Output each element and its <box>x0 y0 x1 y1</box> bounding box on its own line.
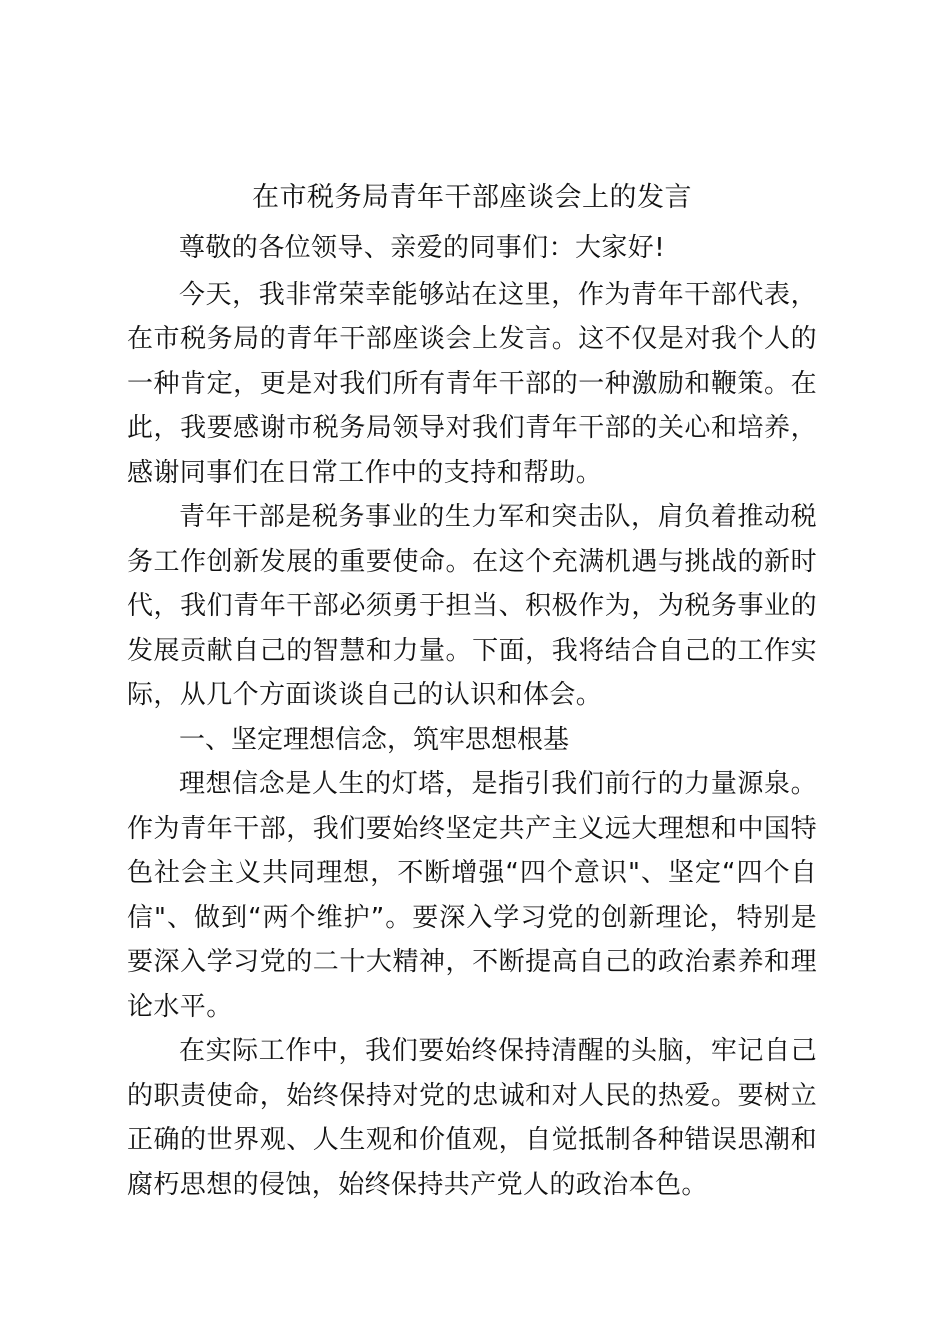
section-heading: 一、坚定理想信念，筑牢思想根基 <box>179 724 570 755</box>
body-paragraph-1: 今天，我非常荣幸能够站在这里，作为青年干部代表，在市税务局的青年干部座谈会上发言。这不仅是对我个人的一种肯定，更是对我们所有青年干部的一种激励和鞭策。在此，我要感谢市税务局领导对我们青年干部的关心和培养，感谢同事们在日常工作中的支持和帮助。 <box>127 279 817 488</box>
greeting-paragraph: 尊敬的各位领导、亲爱的同事们：大家好! <box>179 233 666 263</box>
body-paragraph-2: 青年干部是税务事业的生力军和突击队，肩负着推动税务工作创新发展的重要使命。在这个充满机遇与挑战的新时代，我们青年干部必须勇于担当、积极作为，为税务事业的发展贡献自己的智慧和力量。下面，我将结合自己的工作实际，从几个方面谈谈自己的认识和体会。 <box>127 502 817 710</box>
document-page <box>127 176 817 1207</box>
section-paragraph-2: 在实际工作中，我们要始终保持清醒的头脑，牢记自己的职责使命，始终保持对党的忠诚和对人民的热爱。要树立正确的世界观、人生观和价值观，自觉抵制各种错误思潮和腐朽思想的侵蚀，始终保持共产党人的政治本色。 <box>127 1036 817 1200</box>
document-title: 在市税务局青年干部座谈会上的发言 <box>252 182 692 213</box>
section-paragraph-1: 理想信念是人生的灯塔，是指引我们前行的力量源泉。作为青年干部，我们要始终坚定共产主义远大理想和中国特色社会主义共同理想，不断增强“四个意识"、坚定“四个自信"、做到“两个维护”。要深入学习党的创新理论，特别是要深入学习党的二十大精神，不断提高自己的政治素养和理论水平。 <box>127 769 817 1022</box>
